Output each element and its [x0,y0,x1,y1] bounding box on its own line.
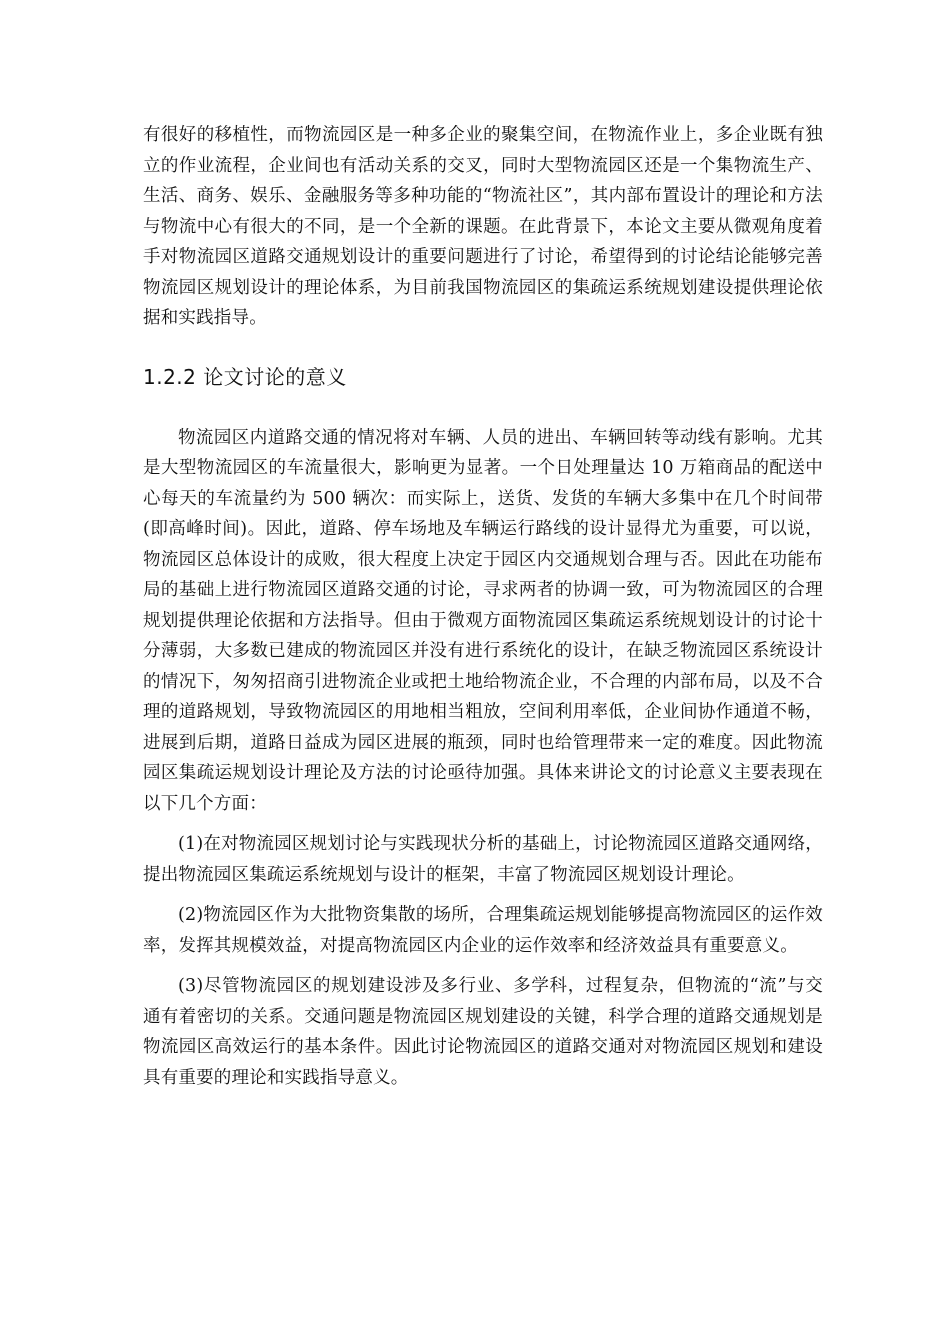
list-item: (1)在对物流园区规划讨论与实践现状分析的基础上，讨论物流园区道路交通网络，提出物流园区集疏运系统规划与设计的框架，丰富了物流园区规划设计理论。 [143,834,823,885]
document-page [143,120,823,1093]
main-paragraph: 物流园区内道路交通的情况将对车辆、人员的进出、车辆回转等动线有影响。尤其是大型物流园区的车流量很大，影响更为显著。一个日处理量达 10 万箱商品的配送中心每天的车流量约为 500 辆次：而实际上，送货、发货的车辆大多集中在几个时间带(即高峰时间)。因此，道路、停车场地及车辆运行路线的设计显得尤为重要，可以说，物流园区总体设计的成败，很大程度上决定于园区内交通规划合理与否。因此在功能布局的基础上进行物流园区道路交通的讨论，寻求两者的协调一致，可为物流园区的合理规划提供理论依据和方法指导。但由于微观方面物流园区集疏运系统规划设计的讨论十分薄弱，大多数已建成的物流园区并没有进行系统化的设计，在缺乏物流园区系统设计的情况下，匆匆招商引进物流企业或把土地给物流企业，不合理的内部布局，以及不合理的道路规划，导致物流园区的用地相当粗放，空间利用率低，企业间协作通道不畅，进展到后期，道路日益成为园区进展的瓶颈，同时也给管理带来一定的难度。因此物流园区集疏运规划设计理论及方法的讨论亟待加强。具体来讲论文的讨论意义主要表现在以下几个方面： [143,427,823,814]
intro-paragraph: 有很好的移植性，而物流园区是一种多企业的聚集空间，在物流作业上，多企业既有独立的作业流程，企业间也有活动关系的交叉，同时大型物流园区还是一个集物流生产、生活、商务、娱乐、金融服务等多种功能的“物流社区”，其内部布置设计的理论和方法与物流中心有很大的不同，是一个全新的课题。在此背景下，本论文主要从微观角度着手对物流园区道路交通规划设计的重要问题进行了讨论，希望得到的讨论结论能够完善物流园区规划设计的理论体系，为目前我国物流园区的集疏运系统规划建设提供理论依据和实践指导。 [143,125,823,328]
list-item: (3)尽管物流园区的规划建设涉及多行业、多学科，过程复杂，但物流的“流”与交通有着密切的关系。交通问题是物流园区规划建设的关键，科学合理的道路交通规划是物流园区高效运行的基本条件。因此讨论物流园区的道路交通对对物流园区规划和建设具有重要的理论和实践指导意义。 [143,976,823,1088]
list-item: (2)物流园区作为大批物资集散的场所，合理集疏运规划能够提高物流园区的运作效率，发挥其规模效益，对提高物流园区内企业的运作效率和经济效益具有重要意义。 [143,905,823,956]
section-heading: 1.2.2 论文讨论的意义 [143,364,347,389]
